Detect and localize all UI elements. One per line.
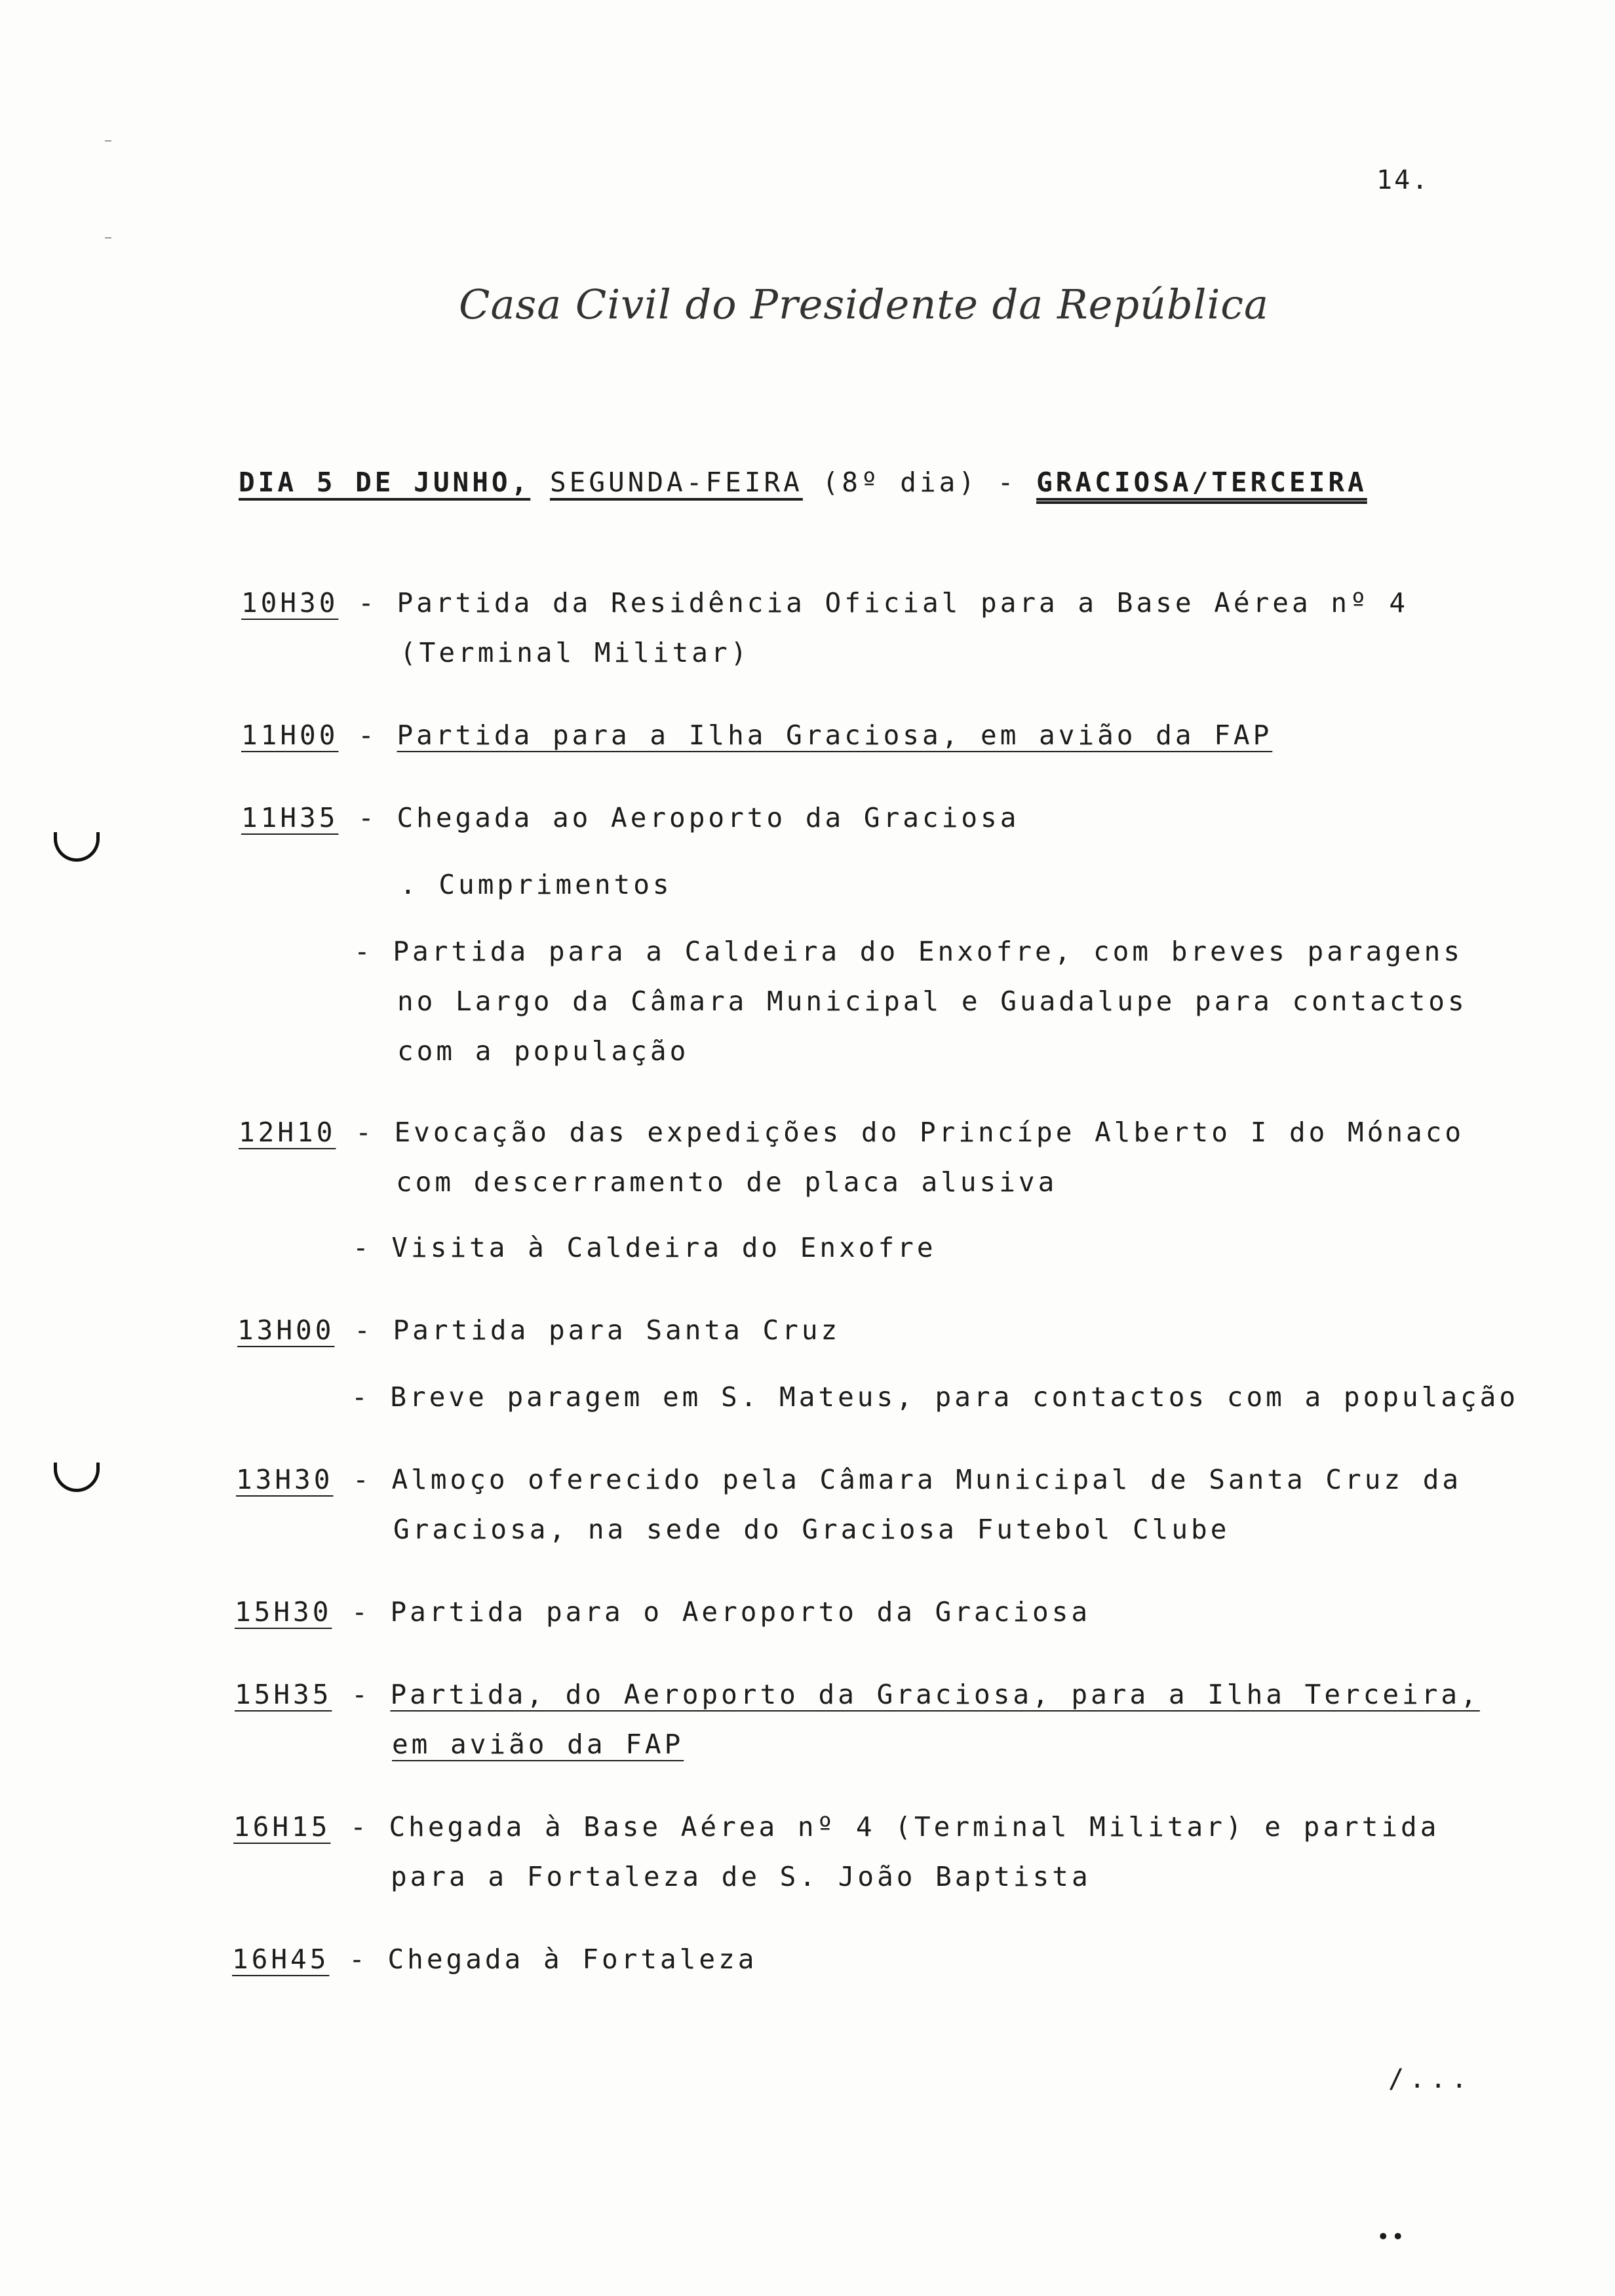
- time-label: 11H00: [241, 719, 339, 751]
- time-label: 11H35: [241, 802, 339, 833]
- footer-mark: ••: [1376, 2224, 1406, 2250]
- schedule-line: [241, 587, 1409, 619]
- time-label: 16H45: [232, 1943, 330, 1975]
- line-text: Evocação das expedições do Princípe Alberto I do Mónaco: [394, 1117, 1465, 1148]
- time-label: 13H00: [237, 1314, 335, 1346]
- time-label: 10H30: [241, 587, 339, 619]
- line-dash: -: [354, 936, 374, 967]
- line-text: Almoço oferecido pela Câmara Municipal de Santa Cruz da: [391, 1464, 1462, 1495]
- time-label: 12H10: [239, 1117, 336, 1148]
- line-text: Partida para a Caldeira do Enxofre, com breves paragens: [393, 936, 1463, 967]
- line-dash: -: [354, 1314, 374, 1346]
- schedule-line: [400, 637, 750, 668]
- line-text: no Largo da Câmara Municipal e Guadalupe para contactos: [397, 985, 1468, 1017]
- time-label: 15H35: [235, 1679, 332, 1710]
- schedule-line: [236, 1466, 1462, 1493]
- binder-hole-mark: [54, 832, 100, 862]
- line-dash: -: [353, 1232, 372, 1263]
- margin-tick: [105, 237, 111, 239]
- line-text: Chegada à Fortaleza: [387, 1943, 758, 1975]
- continuation-mark: /...: [1388, 2064, 1473, 2094]
- line-text: Partida da Residência Oficial para a Base Aérea nº 4: [397, 587, 1409, 619]
- line-dash: -: [358, 802, 378, 833]
- line-text: com descerramento de placa alusiva: [396, 1166, 1058, 1198]
- line-dash: -: [358, 719, 378, 751]
- line-dash: -: [350, 1811, 370, 1843]
- letterhead: Casa Civil do Presidente da República: [459, 280, 1269, 328]
- schedule-line: [397, 1035, 690, 1067]
- line-text: Partida para o Aeroporto da Graciosa: [390, 1596, 1091, 1628]
- day-heading: [239, 467, 1367, 498]
- schedule-line: [353, 1234, 937, 1261]
- heading-weekday: SEGUNDA-FEIRA: [549, 467, 803, 498]
- schedule-line: [392, 1731, 684, 1758]
- heading-day-count: (8º dia): [822, 467, 979, 498]
- line-text: Breve paragem em S. Mateus, para contactos com a população: [390, 1381, 1519, 1413]
- line-dash: -: [351, 1596, 371, 1628]
- schedule-line: [235, 1681, 1480, 1708]
- line-dash: -: [349, 1943, 368, 1975]
- schedule-line: [232, 1943, 758, 1975]
- time-label: 16H15: [233, 1811, 331, 1843]
- line-dash: -: [355, 1117, 375, 1148]
- line-text: . Cumprimentos: [400, 869, 672, 900]
- time-label: 13H30: [236, 1464, 334, 1495]
- line-dash: -: [351, 1679, 371, 1710]
- schedule-line: [391, 1861, 1091, 1892]
- line-text: em avião da FAP: [392, 1729, 684, 1760]
- page-number: 14.: [1376, 165, 1430, 195]
- line-text: Chegada à Base Aérea nº 4 (Terminal Militar) e partida: [389, 1811, 1440, 1843]
- heading-date: DIA 5 DE JUNHO,: [239, 467, 531, 498]
- schedule-line: [241, 719, 1273, 751]
- line-text: com a população: [397, 1035, 690, 1067]
- heading-location: GRACIOSA/TERCEIRA: [1036, 467, 1367, 498]
- schedule-line: [397, 985, 1468, 1017]
- line-text: Chegada ao Aeroporto da Graciosa: [397, 802, 1020, 833]
- line-text: Partida para a Ilha Graciosa, em avião da FAP: [397, 719, 1273, 751]
- schedule-line: [237, 1314, 841, 1346]
- margin-tick: [105, 140, 111, 142]
- schedule-line: [351, 1381, 1519, 1413]
- line-text: Partida, do Aeroporto da Graciosa, para a Ilha Terceira,: [390, 1679, 1480, 1710]
- line-text: Graciosa, na sede do Graciosa Futebol Clube: [393, 1514, 1230, 1545]
- line-text: Visita à Caldeira do Enxofre: [391, 1232, 937, 1263]
- line-dash: -: [358, 587, 378, 619]
- schedule-line: [396, 1166, 1058, 1198]
- line-dash: -: [353, 1464, 372, 1495]
- schedule-line: [233, 1811, 1440, 1843]
- heading-dash: -: [997, 467, 1017, 498]
- schedule-line: [235, 1596, 1091, 1628]
- schedule-line: [354, 938, 1463, 965]
- line-text: (Terminal Militar): [400, 637, 750, 668]
- schedule-line: [400, 871, 672, 898]
- line-text: para a Fortaleza de S. João Baptista: [391, 1861, 1091, 1892]
- line-dash: -: [351, 1381, 371, 1413]
- binder-hole-mark: [54, 1463, 100, 1492]
- schedule-line: [393, 1516, 1230, 1543]
- schedule-line: [239, 1119, 1464, 1146]
- schedule-line: [241, 802, 1020, 833]
- line-text: Partida para Santa Cruz: [393, 1314, 841, 1346]
- time-label: 15H30: [235, 1596, 332, 1628]
